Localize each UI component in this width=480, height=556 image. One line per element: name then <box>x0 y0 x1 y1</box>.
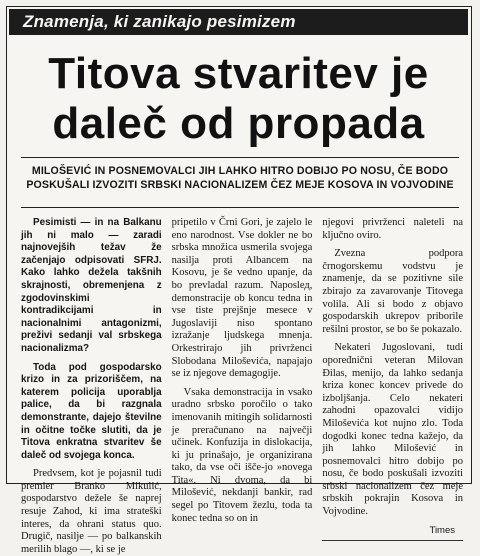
headline-line-2: daleč od propada <box>52 99 425 148</box>
newspaper-clipping <box>6 6 472 555</box>
deck-top-rule <box>21 157 459 158</box>
headline-line-1: Titova stvaritev je <box>48 49 429 98</box>
kicker-banner: Znamenja, ki zanikajo pesimizem <box>9 9 468 35</box>
article-paragraph: Predvsem, kot je pojasnil tudi premier Branko Mikulić, gospodarstvo dežele še naprej resuje Zahod, ki ima strateški interes, da ohrani status quo. Drugič, nasilje — po balkanskih merilih blago —, ki se je <box>21 468 162 555</box>
deck-subheadline: MILOŠEVIĆ IN POSNEMOVALCI JIH LAHKO HITRO DOBIJO PO NOSU, ČE BODO POSKUŠALI IZVOZITI SRBSKI NACIONALIZEM ČEZ MEJE KOSOVA IN VOJVODINE <box>26 165 454 191</box>
article-paragraph: pripetilo v Črni Gori, je zajelo le eno narodnost. Vse dokler ne bo srbska množica usmerila svojega nasilja proti Albancem na Kosovu, je še vedno upanje, da bo prevladal razum. Naposlед, demonstracije ob koncu tedna in vse tiste prejšnje mesece v Jugoslaviji niso spontano izražanje ljudskega mnenja. Orkestrirajo jih privrženci Slobodana Miloševića, napajajo se iz njegove demagogije. <box>171 217 313 380</box>
source-signature: Times <box>429 524 456 536</box>
article-paragraph: Vsaka demonstracija in vsako uradno srbsko poročilo o tako imenovanih mitingih solidarnosti je preračunano na največji učinek. Konfuzija in dislokacija, ki ju prinašajo, je organizirana tako, da vse oči išče-jo »novega Tita«. Ni dvoma, da bi Milošević, nekdanji bankir, rad segel po Titovem žezlu, toda ta konec tedna so on in <box>171 386 313 524</box>
article-paragraph: Nekateri Jugoslovani, tudi opoređnični veteran Milovan Đilas, menijo, da lahko sedanja kriza konec koncev privede do izboljšanja. Celo nekateri zahodni opazovalci vidijo Miloševića kot nujno zlo. Toda dogodki konec tedna kažejo, da jih lahko Milošević in posnemovalci hitro dobijo po nosu, če bodo poskušali izvoziti srbski nacionalizem čez meje srbskih pokrajin Kosova in Vojvodine. <box>322 342 464 518</box>
article-column-3 <box>322 217 464 536</box>
deck-bottom-rule <box>21 207 459 208</box>
article-paragraph: Pesimisti — in na Balkanu jih ni malo — zaradi najnovejših težav že začenjajo odpisovati SFRJ. Kako lahko dežela takšnih skrajnosti, obremenjena z zgodovinskimi kontradikcijami in nacionalnimi antagonizmi, preživi sedanji val srbskega nacionalizma? <box>21 217 162 354</box>
article-paragraph: njegovi privrženci naleteli na ključno oviro. <box>322 217 464 241</box>
article-column-1 <box>21 217 162 555</box>
article-column-2 <box>171 217 313 524</box>
article-paragraph: Toda pod gospodarsko krizo in za prizoriščem, na katerem policija uporablja palice, da bi razgnala demonstrante, dajejo številne in očitne točke slutiti, da je Titova enkratna stvaritev še daleč od svojega konca. <box>21 361 162 461</box>
article-body <box>21 217 464 555</box>
article-paragraph: Zvezna podpora črnogorskemu vodstvu je znamenje, da se pozitivne sile zbirajo za zavarovanje Titovega volila. Ali si bodo z objavo gospodarskih ukrepov priborile rešilni prostor, se bo še pokazalo. <box>322 248 464 335</box>
headline <box>7 49 470 149</box>
end-rule <box>322 540 463 541</box>
